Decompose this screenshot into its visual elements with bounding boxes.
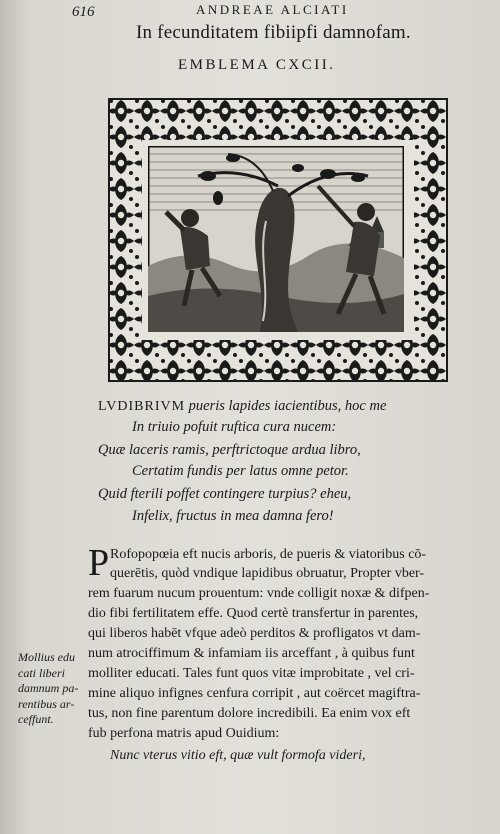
margin-note-line: damnum pa-: [18, 681, 79, 695]
emblem-motto: In fecunditatem fibiipfi damnofam.: [136, 22, 411, 43]
commentary-line: num atrociffimum & infamiam iis arceffant , à quibus funt: [88, 646, 415, 661]
commentary-line: molliter educati. Tales funt quos vitæ improbitate , vel cri-: [88, 666, 415, 681]
commentary-line: querētis, quòd vndique lapidibus obruatur, Propter vber-: [110, 566, 425, 581]
commentary-line: fub perfona matris apud Ouidium:: [88, 726, 280, 741]
verse-line: Quæ laceris ramis, perftrictoque ardua libro,: [98, 442, 361, 458]
commentary-line: dio fibi fertilitatem effe. Quod certè transfertur in parentes,: [88, 606, 419, 621]
margin-note-line: cati liberi: [18, 665, 65, 680]
commentary-line: rem fuarum nucum prouentum: vnde colligit noxæ & difpen-: [88, 586, 430, 601]
drop-cap: P: [88, 542, 110, 584]
verse-line: Certatim fundis per latus omne petor.: [132, 463, 349, 479]
running-head: ANDREAE ALCIATI: [196, 2, 349, 17]
commentary-line: tus, non fine parentum dolore incredibili. Ea enim vox eft: [88, 706, 411, 721]
margin-note-line: Mollius edu: [18, 650, 75, 664]
verse-line: Infelix, fructus in mea damna fero!: [132, 508, 334, 524]
margin-note: [18, 650, 78, 728]
woodcut-illustration: [148, 146, 404, 332]
commentary-line: qui liberos habēt vfque adeò perditos & profligatos vt dam-: [88, 626, 421, 641]
verse-line: In triuio pofuit ruftica cura nucem:: [132, 419, 337, 435]
ovid-quotation: Nunc vterus vitio eft, quæ vult formofa videri,: [110, 748, 366, 763]
verse-line: LVDIBRIVM pueris lapides iacientibus, hoc me: [98, 398, 387, 414]
margin-note-line: rentibus ar-: [18, 696, 75, 711]
emblem-number: EMBLEMA CXCII.: [178, 57, 336, 73]
commentary-line: Rofopopœia eft nucis arboris, de pueris & viatoribus cō-: [110, 547, 427, 562]
page-number: 616: [72, 4, 95, 20]
verse-line: Quid fterili poffet contingere turpius? eheu,: [98, 486, 352, 502]
margin-note-line: ceffunt.: [18, 712, 54, 726]
commentary-line: mine aliquo infignes cenfura corripit , aut coërcet magiftra-: [88, 686, 421, 701]
